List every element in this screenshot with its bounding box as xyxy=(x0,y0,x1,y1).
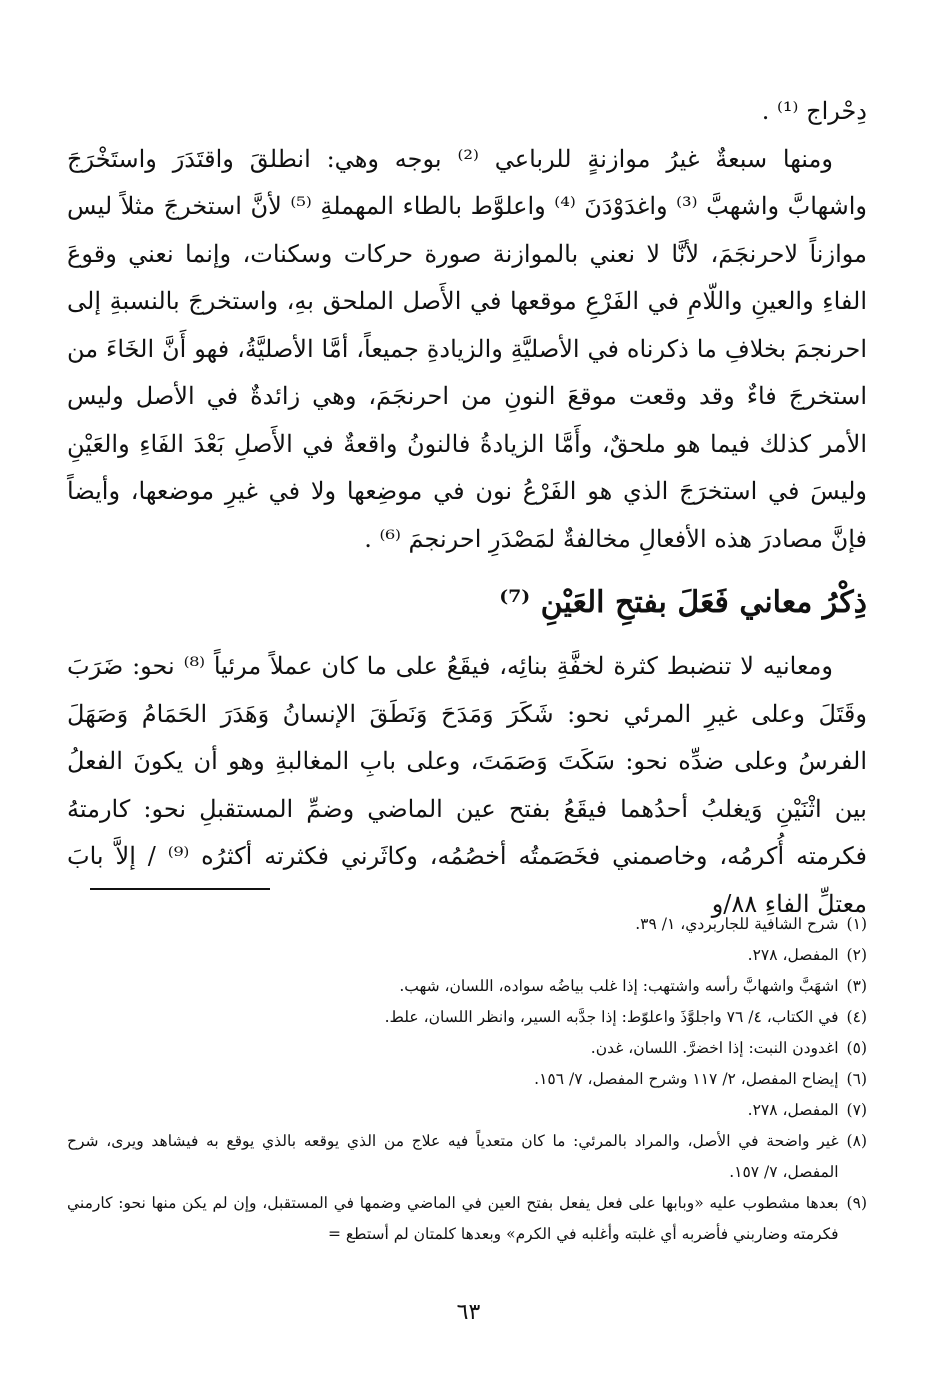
footnote-number: (٨) xyxy=(846,1132,867,1150)
paragraph-quadriliteral: ومنها سبعةٌ غيرُ موازنةٍ للرباعي ⁽²⁾ بوجه وهي: انطلقَ واقتَدَرَ واستَخْرَجَ واشهابَّ واشهبَّ ⁽³⁾ واغدَوْدَنَ ⁽⁴⁾ واعلوَّط بالطاء المهملةِ ⁽⁵⁾ لأنَّ استخرجَ مثلاً ليس موازناً لاحرنجَمَ، لأنَّا لا نعني بالموازنة صورة حركات وسكنات، وإنما نعني وقوعَ الفاءِ والعينِ واللّامِ في الفَرْعِ موقعها في الأَصل الملحق بهِ، واستخرجَ بالنسبةِ إلى احرنجمَ بخلافِ ما ذكرناه في الأصليَّةِ والزيادةِ جميعاً، أمَّا الأصليَّةُ، فهو أَنَّ الخَاءَ من استخرجَ فاءٌ وقد وقعت موقعَ النونِ من احرنجَمَ، وهي زائدةٌ في الأصل وليس الأمر كذلك فيما هو ملحقٌ، وأَمَّا الزيادةُ فالنونُ واقعةٌ في الأَصلِ بَعْدَ الفَاءِ والعَيْنِ وليسَ في استخرَجَ الذي هو الفَرْعُ نون في موضِعها ولا في غيرِ موضعها، وأيضاً فإنَّ مصادرَ هذه الأفعالِ مخالفةٌ لمَصْدَرِ احرنجمَ ⁽⁶⁾ . xyxy=(67,144,868,553)
footnote xyxy=(67,1064,867,1095)
footnote-text: اغدودن النبت: إذا اخضرَّ. اللسان، غدن. xyxy=(590,1039,839,1057)
footnote-number: (٧) xyxy=(846,1101,867,1119)
footnote xyxy=(67,940,867,971)
footnote-text: إيضاح المفصل، ٢/ ١١٧ وشرح المفصل، ٧/ ١٥٦. xyxy=(534,1070,839,1088)
footnote-text: المفصل، ٢٧٨. xyxy=(747,946,839,964)
footnote-number: (٤) xyxy=(846,1008,867,1026)
main-text xyxy=(67,88,867,928)
footnote-text: غير واضحة في الأصل، والمراد بالمرئي: ما كان متعدياً فيه علاج من الذي يوقعه بالذي يوقع به فيشاهد ويرى، شرح المفصل، ٧/ ١٥٧. xyxy=(67,1132,839,1181)
footnote-number: (٢) xyxy=(846,946,867,964)
paragraph-meanings: ومعانيه لا تنضبط كثرة لخفَّةِ بنائِه، فيقَعُ على ما كان عملاً مرئياً ⁽⁸⁾ نحو: ضَرَبَ وقَتَلَ وعلى غيرِ المرئي نحو: شَكَرَ وَمَدَحَ وَنَطَقَ الإنسانُ وَهَدَرَ الحَمَامُ وَصَهَلَ الفرسُ وعلى ضدِّه نحو: سَكَتَ وَصَمَتَ، وعلى بابِ المغالبةِ وهو أن يكونَ الفعلُ بين اثْنَيْنِ وَيغلبُ أحدُهما فيقَعُ بفتح عين الماضي وضمِّ المستقبلِ نحو: كارمتهُ فكرمته أُكرمُه، وخاصمني فخَصَمتُه أخصُمُه، وكاثَرني فكثرته أكثرُه ⁽⁹⁾ / إلاَّ بابَ معتلِّ الفاءِ ٨٨/و xyxy=(67,652,868,918)
footnote xyxy=(67,1095,867,1126)
footnote-text: اشهَبَّ واشهابَّ رأسه واشتهب: إذا غلب بياضُه سواده، اللسان، شهب. xyxy=(399,977,839,995)
footnote-text: المفصل، ٢٧٨. xyxy=(747,1101,839,1119)
footnote xyxy=(67,971,867,1002)
footnote-text: في الكتاب، ٤/ ٧٦ واجلوَّذَ واعلوّط: إذا جدَّبه السير، وانظر اللسان، علط. xyxy=(384,1008,839,1026)
section-heading: ذِكْرُ معاني فَعَلَ بفتحِ العَيْنِ ⁽⁷⁾ xyxy=(499,585,867,620)
footnotes xyxy=(67,909,867,1250)
paragraph-continuation: دِحْراج ⁽¹⁾ . xyxy=(761,97,867,125)
page-number: ٦٣ xyxy=(456,1300,481,1325)
footnote-number: (١) xyxy=(846,915,867,933)
footnote xyxy=(67,909,867,940)
footnote-number: (٦) xyxy=(846,1070,867,1088)
footnote xyxy=(67,1033,867,1064)
footnote xyxy=(67,1002,867,1033)
footnote-text: بعدها مشطوب عليه «وبابها على فعل يفعل بفتح العين في الماضي وضمها في المستقبل، وإن لم يكن منها نحو: كارمني فكرمته وضاربني فأضربه أي غلبته وأغلبه في الكرم» وبعدها كلمتان لم أستطع = xyxy=(67,1194,839,1243)
footnote-separator xyxy=(90,888,270,890)
footnote-number: (٣) xyxy=(846,977,867,995)
footnote-text: شرح الشافية للجاربردي، ١/ ٣٩. xyxy=(635,915,839,933)
footnote-number: (٥) xyxy=(846,1039,867,1057)
footnote-number: (٩) xyxy=(846,1194,867,1212)
footnote xyxy=(67,1126,867,1188)
footnote xyxy=(67,1188,867,1250)
